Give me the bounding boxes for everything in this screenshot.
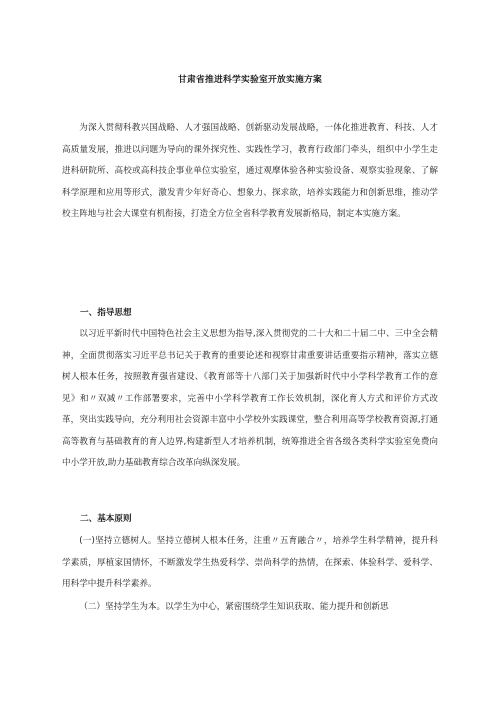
intro-paragraph: 为深入贯彻科教兴国战略、人才强国战略、创新驱动发展战略，一体化推进教育、科技、人才高质量发展，推进以问题为导向的课外探究性、实践性学习，教育行政部门牵头，组织中小学生走进科研院所、高校或高科技企事业单位实验室，通过观摩体验各种实验设备、观察实验现象、了解科学原理和应用等形式，激发青少年好奇心、想象力、探求欲，培养实践能力和创新思维，推动学校主阵地与社会大课堂有机衔接，打造全方位全省科学教育发展新格局，制定本实施方案。: [62, 123, 438, 219]
section-heading-guiding-ideology: 一、指导思想: [80, 308, 132, 318]
document-title: 甘肃省推进科学实验室开放实施方案: [178, 75, 322, 85]
principle-paragraph-1: (一)坚持立德树人。坚持立德树人根本任务，注重〃五育融合〃，培养学生科学精神，提升科学素质，厚植家国情怀，不断激发学生热爱科学、崇尚科学的热情，在探索、体验科学、爱科学、用科学中提升科学素养。: [62, 536, 438, 589]
section-heading-basic-principles: 二、基本原则: [80, 514, 132, 524]
principle-paragraph-2: （二）坚持学生为本。以学生为中心，紧密围绕学生知识获取、能力提升和创新思: [79, 602, 389, 612]
guiding-ideology-paragraph: 以习近平新时代中国特色社会主义思想为指导,深入贯彻党的二十大和二十届二中、三中全会精神，全面贯彻落实习近平总书记关于教育的重要论述和视察甘肃重要讲话重要指示精神，落实立德树人根本任务，按照教育强省建设、《教育部等十八部门关于加强新时代中小学科学教育工作的意见》和〃双减〃工作部署要求，完善中小学科学教育工作长效机制，深化育人方式和评价方式改革，突出实践导向，充分利用社会资源丰富中小学校外实践课堂，整合利用高等学校教育资源,打通高等教育与基础教育的育人边界,构建新型人才培养机制，统筹推进全省各级各类科学实验室免费向中小学开放,助力基础教育综合改革向纵深发展。: [62, 329, 438, 468]
